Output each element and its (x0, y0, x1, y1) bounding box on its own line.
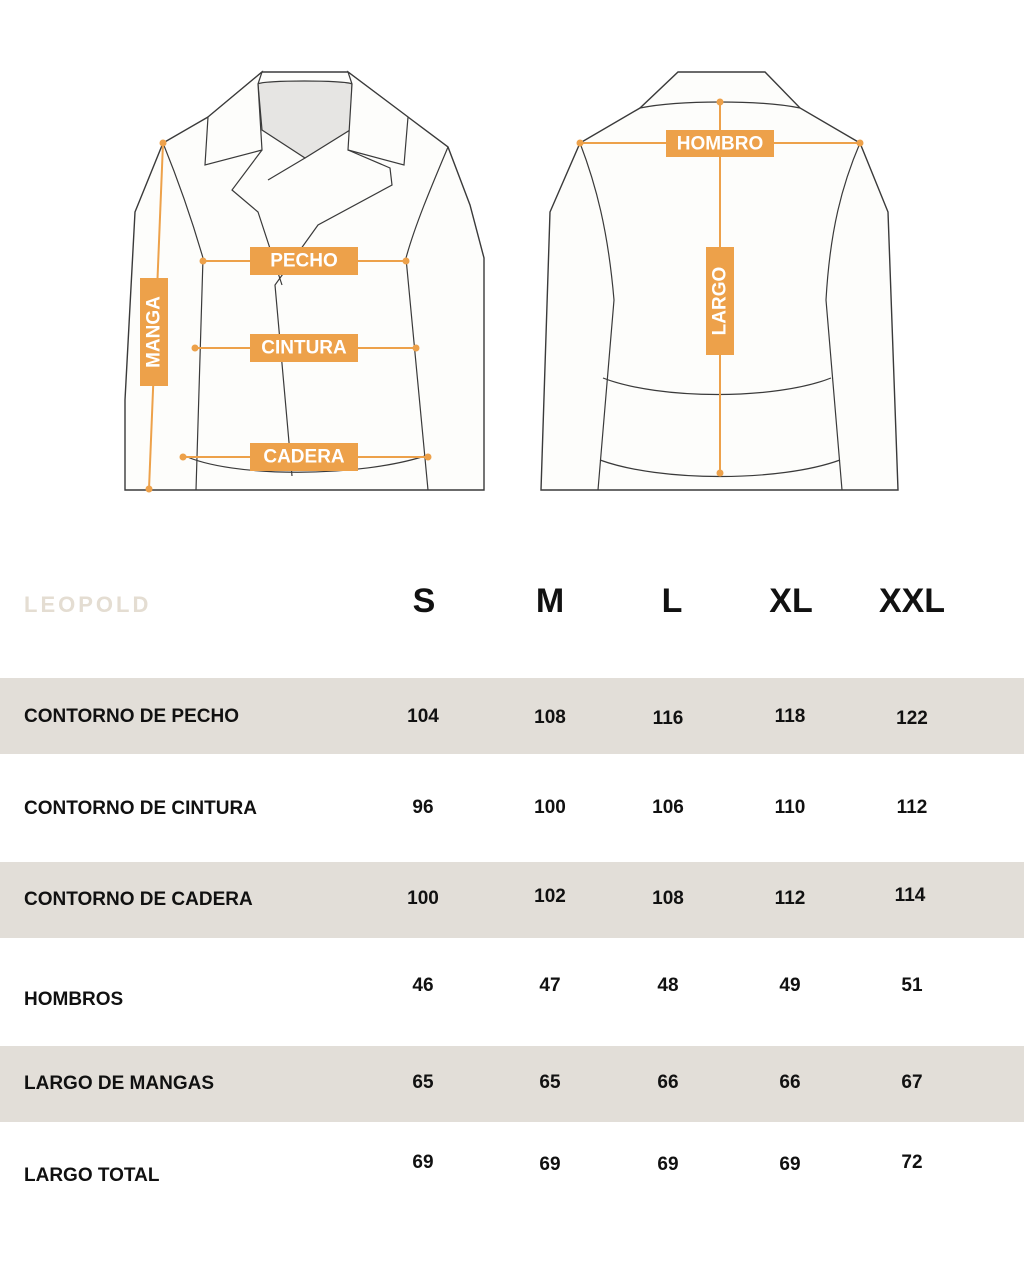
svg-text:LARGO: LARGO (709, 266, 731, 336)
size-header-xxl: XXL (878, 582, 946, 620)
cell-s: 100 (407, 888, 439, 909)
cell-s: 69 (412, 1152, 434, 1173)
row-label: CONTORNO DE PECHO (24, 706, 240, 727)
jacket-measurement-diagram (0, 0, 1024, 520)
table-row-hip (0, 862, 1024, 938)
table-row-sleeve-length (0, 1046, 1024, 1122)
size-header-l: L (661, 582, 683, 620)
cell-m: 69 (539, 1154, 561, 1175)
length-tag (706, 247, 734, 355)
cell-xxl: 122 (896, 708, 928, 729)
row-label: CONTORNO DE CADERA (24, 889, 253, 910)
table-row-shoulders (0, 954, 1024, 1030)
row-label: HOMBROS (24, 989, 124, 1010)
cell-xl: 49 (779, 975, 801, 996)
cell-l: 48 (657, 975, 679, 996)
svg-text:PECHO: PECHO (270, 250, 338, 272)
cell-s: 46 (412, 975, 434, 996)
row-label: LARGO TOTAL (24, 1165, 160, 1186)
svg-text:MANGA: MANGA (143, 296, 165, 368)
cell-l: 106 (652, 797, 684, 818)
cell-m: 47 (539, 975, 561, 996)
table-row-waist (0, 770, 1024, 846)
cell-s: 104 (407, 706, 439, 727)
hip-tag (250, 443, 358, 471)
cell-xxl: 51 (901, 975, 923, 996)
cell-l: 69 (657, 1154, 679, 1175)
table-row-chest (0, 678, 1024, 754)
front-jacket (125, 72, 484, 492)
cell-xxl: 72 (901, 1152, 923, 1173)
cell-xl: 112 (774, 888, 806, 909)
size-header-xl: XL (769, 582, 813, 620)
cell-l: 66 (657, 1072, 679, 1093)
row-label: LARGO DE MANGAS (24, 1073, 214, 1094)
cell-s: 96 (412, 797, 434, 818)
cell-xl: 69 (779, 1154, 801, 1175)
cell-xxl: 112 (896, 797, 928, 818)
cell-m: 65 (539, 1072, 561, 1093)
table-row-total-length (0, 1138, 1024, 1214)
back-jacket (541, 72, 898, 490)
brand-name: LEOPOLD (24, 592, 152, 617)
size-header-m: M (535, 582, 565, 620)
cell-m: 108 (534, 707, 566, 728)
chest-tag (250, 247, 358, 275)
cell-xl: 110 (774, 797, 806, 818)
svg-text:CINTURA: CINTURA (261, 337, 347, 359)
cell-xxl: 67 (901, 1072, 923, 1093)
svg-text:HOMBRO: HOMBRO (676, 133, 764, 155)
waist-tag (250, 334, 358, 362)
cell-m: 100 (534, 797, 566, 818)
cell-s: 65 (412, 1072, 434, 1093)
sleeve-tag (140, 278, 168, 386)
svg-text:CADERA: CADERA (263, 446, 345, 468)
cell-xxl: 114 (894, 885, 926, 906)
cell-l: 116 (652, 708, 684, 729)
cell-xl: 118 (774, 706, 806, 727)
size-header-s: S (412, 582, 436, 620)
cell-l: 108 (652, 888, 684, 909)
cell-xl: 66 (779, 1072, 801, 1093)
row-label: CONTORNO DE CINTURA (24, 798, 257, 819)
cell-m: 102 (534, 886, 566, 907)
shoulder-tag (666, 130, 774, 157)
